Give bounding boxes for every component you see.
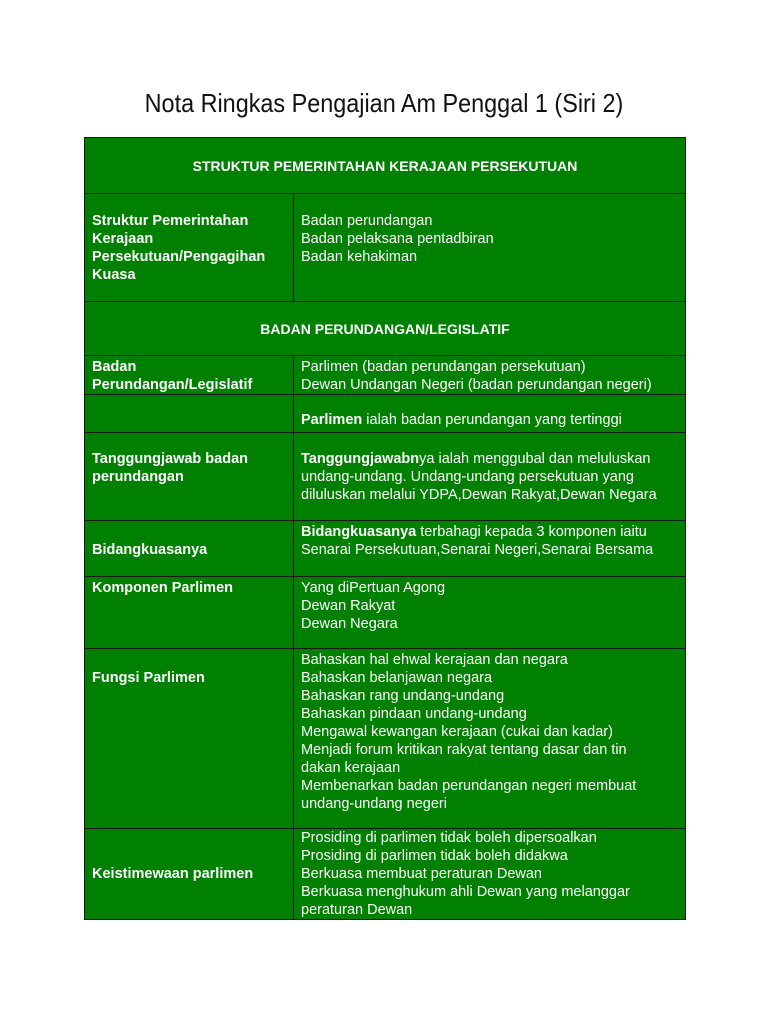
- row-label-keistimewaan: Keistimewaan parlimen: [85, 829, 294, 920]
- list-item: Senarai Persekutuan,Senarai Negeri,Senarai Bersama: [301, 542, 654, 558]
- list-item: Badan perundangan: [301, 213, 433, 229]
- list-item: Bahaskan pindaan undang-undang: [301, 706, 527, 722]
- row-content-keistimewaan: [294, 829, 686, 920]
- list-item: Bahaskan hal ehwal kerajaan dan negara: [301, 652, 568, 668]
- row-label-tanggungjawab: Tanggungjawab badan perundangan: [85, 433, 294, 521]
- section-heading-row: [85, 302, 686, 356]
- row-content-parlimen: [294, 395, 686, 433]
- row-label-empty: [85, 395, 294, 433]
- list-item: Prosiding di parlimen tidak boleh dipersoalkan: [301, 830, 597, 846]
- section-heading-row: [85, 138, 686, 194]
- row-content-bidangkuasa: [294, 521, 686, 577]
- term-tanggungjawab: Tanggungjawabn: [301, 451, 420, 467]
- table-row: [85, 194, 686, 302]
- list-item: Membenarkan badan perundangan negeri membuat: [301, 778, 637, 794]
- list-item: Berkuasa menghukum ahli Dewan yang melanggar: [301, 884, 630, 900]
- row-content-tanggungjawab: [294, 433, 686, 521]
- definition-tanggungjawab: ya ialah menggubal dan meluluskan undang-undang. Undang-undang persekutuan yang diluluskan melalui YDPA,Dewan Rakyat,Dewan Negara: [301, 451, 657, 503]
- list-item: undang-undang negeri: [301, 796, 447, 812]
- list-item: Berkuasa membuat peraturan Dewan: [301, 866, 542, 882]
- term-bidangkuasa: Bidangkuasanya: [301, 524, 417, 540]
- row-content-struktur: [294, 194, 686, 302]
- list-item: Dewan Negara: [301, 616, 398, 632]
- table-row: [85, 829, 686, 920]
- list-item: Badan kehakiman: [301, 249, 418, 265]
- section-heading-badan: BADAN PERUNDANGAN/LEGISLATIF: [85, 302, 686, 356]
- table-row: [85, 577, 686, 649]
- term-parlimen: Parlimen: [301, 412, 363, 428]
- row-content-fungsi: [294, 649, 686, 829]
- list-item: Parlimen (badan perundangan persekutuan): [301, 359, 586, 375]
- list-item: Yang diPertuan Agong: [301, 580, 446, 596]
- list-item: Mengawal kewangan kerajaan (cukai dan kadar): [301, 724, 613, 740]
- table-row: [85, 433, 686, 521]
- table-row: [85, 395, 686, 433]
- row-label-fungsi: Fungsi Parlimen: [85, 649, 294, 829]
- list-item: Bahaskan rang undang-undang: [301, 688, 505, 704]
- list-item: Prosiding di parlimen tidak boleh didakwa: [301, 848, 568, 864]
- list-item: Dewan Rakyat: [301, 598, 396, 614]
- notes-table: [84, 137, 686, 920]
- row-label-struktur: Struktur Pemerintahan Kerajaan Persekutuan/Pengagihan Kuasa: [85, 194, 294, 302]
- section-heading-struktur: STRUKTUR PEMERINTAHAN KERAJAAN PERSEKUTUAN: [85, 138, 686, 194]
- definition-bidangkuasa: terbahagi kepada 3 komponen iaitu: [416, 524, 647, 540]
- row-label-komponen: Komponen Parlimen: [85, 577, 294, 649]
- list-item: Badan pelaksana pentadbiran: [301, 231, 494, 247]
- table-row: [85, 356, 686, 395]
- row-label-bidangkuasa: Bidangkuasanya: [85, 521, 294, 577]
- definition-parlimen: ialah badan perundangan yang tertinggi: [362, 412, 622, 428]
- row-content-komponen: [294, 577, 686, 649]
- row-content-badan: [294, 356, 686, 395]
- list-item: peraturan Dewan: [301, 902, 413, 918]
- page-title: Nota Ringkas Pengajian Am Penggal 1 (Siri 2): [144, 88, 624, 118]
- table-row: [85, 521, 686, 577]
- row-label-badan: Badan Perundangan/Legislatif: [85, 356, 294, 395]
- table-row: [85, 649, 686, 829]
- list-item: Bahaskan belanjawan negara: [301, 670, 493, 686]
- list-item: Menjadi forum kritikan rakyat tentang dasar dan tin: [301, 742, 627, 758]
- list-item: Dewan Undangan Negeri (badan perundangan negeri): [301, 377, 652, 393]
- list-item: dakan kerajaan: [301, 760, 401, 776]
